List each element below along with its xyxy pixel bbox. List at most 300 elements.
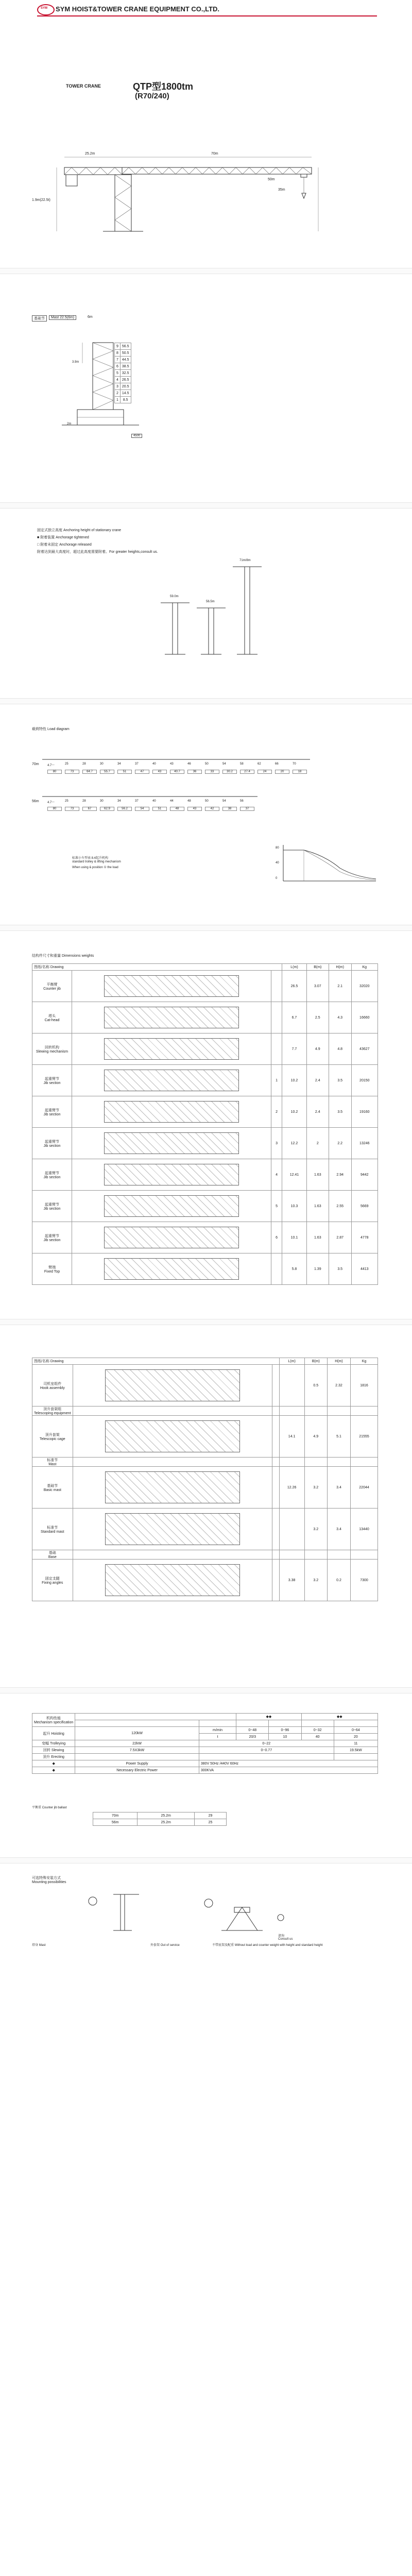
divider <box>0 268 412 274</box>
dim-name: 起重臂节 Jib section <box>32 1191 72 1222</box>
dim-header: Kg <box>351 1358 378 1365</box>
dim-h: 2.94 <box>329 1159 351 1191</box>
jib-length: 70m <box>211 152 218 156</box>
dim-drawing <box>72 1033 271 1065</box>
load-distance: 37 <box>135 800 139 803</box>
dim-name: 塔头 Cat-head <box>32 1002 72 1033</box>
load-distance: 70 <box>293 762 296 766</box>
dim-drawing <box>72 1065 271 1096</box>
anchored-note: ■ 附着装置 Anchorage tightened <box>37 536 89 539</box>
load-value: 33 <box>205 770 219 774</box>
component-drawing-icon <box>105 1471 240 1503</box>
model-name: QTP型1800tm <box>133 81 194 92</box>
dim-row <box>32 1096 378 1128</box>
mast-count: 9 <box>115 343 121 350</box>
dim-kg: 4413 <box>351 1253 377 1285</box>
crane-overview-drawing <box>0 21 412 247</box>
dim-kg: 22044 <box>351 1467 378 1509</box>
dim-qty <box>272 1416 279 1458</box>
dim-name: 顶升套架组 Telescoping equipment <box>32 1406 73 1416</box>
dim-h: 3.5 <box>329 1253 351 1285</box>
logo-text: SYM <box>41 7 48 10</box>
dim-table <box>32 1358 378 1601</box>
dim-qty: 1 <box>271 1065 282 1096</box>
load-value: 54 <box>135 807 149 811</box>
dim-l <box>279 1509 304 1550</box>
dim-header: H(m) <box>329 964 351 971</box>
dim-qty <box>272 1560 279 1601</box>
dimensions-table <box>32 963 378 1285</box>
divider <box>0 1319 412 1325</box>
mast-section <box>0 289 412 484</box>
load-distance: 46 <box>187 762 191 766</box>
dim-header: L(m) <box>279 1358 304 1365</box>
dim-name: 回转机构 Slewing mechanism <box>32 1033 72 1065</box>
dim-row <box>32 1416 378 1458</box>
dim-row <box>32 1509 378 1550</box>
dim-h: 2.55 <box>329 1191 351 1222</box>
dim-drawing <box>73 1406 272 1416</box>
mast-side-label: 3.9m <box>72 361 79 364</box>
height-heading: 固定式独立高度 Anchoring height of stationary crane <box>37 529 122 532</box>
dim-table <box>32 963 378 1285</box>
divider <box>0 1687 412 1693</box>
dim-l: 26.5 <box>282 971 307 1002</box>
height-notes-section <box>0 526 412 680</box>
dim-l: 10.2 <box>282 1065 307 1096</box>
dim-b: 1.63 <box>306 1191 329 1222</box>
mast-count: 3 <box>115 383 121 390</box>
divider <box>0 925 412 931</box>
load-title: 载荷特性 Load diagram <box>32 727 70 731</box>
mech-header-b: ◆◆ <box>301 1714 377 1720</box>
mech-title: 机构性能 Mechanism specification <box>32 1714 75 1727</box>
dim-h: 2.87 <box>329 1222 351 1253</box>
dim-row <box>32 971 378 1002</box>
dim-drawing <box>73 1509 272 1550</box>
divider <box>0 698 412 704</box>
dim-row <box>32 1222 378 1253</box>
dim-kg: 9442 <box>351 1159 377 1191</box>
mounting-label: 外套架 Out of service <box>150 1944 180 1947</box>
load-distance: 4.7～ <box>47 801 55 804</box>
dim-qty <box>272 1509 279 1550</box>
dim-row <box>32 1065 378 1096</box>
dim-b: 1.63 <box>306 1222 329 1253</box>
load-distance: 54 <box>222 800 226 803</box>
dim-drawing <box>72 1191 271 1222</box>
dim-l <box>279 1365 304 1406</box>
load-distance: 44 <box>170 800 174 803</box>
greater-note: 附着达到最大高度时，超过此高度需要附着。For greater heights,consult us. <box>37 550 158 554</box>
dim-name: 起重臂节 Jib section <box>32 1128 72 1159</box>
counter-ballast-label: 平衡重 Counter jib ballast <box>32 1806 67 1809</box>
component-drawing-icon <box>104 975 239 997</box>
dim-b: 2.5 <box>306 1002 329 1033</box>
dim-header: L(m) <box>282 964 307 971</box>
dim-qty: 5 <box>271 1191 282 1222</box>
load-note-cn: 标准小车型表 8.4起升机构 <box>72 857 109 860</box>
divider <box>0 1857 412 1863</box>
counter-row: 56m 25.2m 25 <box>93 1819 227 1826</box>
dim-h: 3.5 <box>329 1096 351 1128</box>
dim-h <box>327 1458 350 1467</box>
dim-h: 2.2 <box>329 1128 351 1159</box>
mast-count: 5 <box>115 370 121 377</box>
overview-section <box>0 21 412 247</box>
dim-b: 1.39 <box>306 1253 329 1285</box>
load-distance: 25 <box>65 762 68 766</box>
dimensions-title: 结构件尺寸和重量 Dimensions weights <box>32 954 94 958</box>
dim-header: H(m) <box>327 1358 350 1365</box>
drawing2-table <box>32 1358 378 1601</box>
dim-qty: 3 <box>271 1128 282 1159</box>
component-drawing-icon <box>104 1195 239 1217</box>
dim-drawing <box>73 1550 272 1560</box>
dim-name: 标准节 Mast <box>32 1458 73 1467</box>
power-supply-icon: ◆ <box>32 1760 75 1767</box>
counter-jib-length: 25.2m <box>85 152 95 156</box>
dim-drawing <box>72 1002 271 1033</box>
anchored-icon: ■ <box>37 536 41 539</box>
dim-kg <box>351 1406 378 1416</box>
dim-header: 图纸/名称 Drawing <box>32 1358 280 1365</box>
dim-h: 5.1 <box>327 1416 350 1458</box>
dim-kg: 13246 <box>351 1128 377 1159</box>
dim-l: 3.38 <box>279 1560 304 1601</box>
component-drawing-icon <box>105 1513 240 1545</box>
component-drawing-icon <box>104 1101 239 1123</box>
load-distance: 28 <box>82 762 86 766</box>
mast-count: 7 <box>115 357 121 363</box>
company-logo <box>37 4 55 15</box>
load-distance: 66 <box>275 762 279 766</box>
model-subtitle: (R70/240) <box>135 92 169 100</box>
component-drawing-icon <box>104 1227 239 1248</box>
mast-count: 8 <box>115 350 121 357</box>
dim-row <box>32 1191 378 1222</box>
dim-b: 2 <box>306 1128 329 1159</box>
load-value: 80 <box>47 770 62 774</box>
component-drawing-icon <box>105 1369 240 1401</box>
load-value: 18 <box>293 770 307 774</box>
mounting-title-cn: 可选特殊安装方式 <box>32 1876 61 1880</box>
curve-value-2: 40 <box>276 861 279 865</box>
load-value: 36 <box>187 770 202 774</box>
dim-name: 标准节 Standard mast <box>32 1509 73 1550</box>
load-value: 48 <box>170 807 184 811</box>
dim-l: 12.41 <box>282 1159 307 1191</box>
dim-b: 3.2 <box>304 1560 327 1601</box>
dim-qty <box>271 1002 282 1033</box>
dim-kg: 32020 <box>351 971 377 1002</box>
dim-drawing <box>72 1253 271 1285</box>
load-value: 73 <box>65 770 79 774</box>
mast-length: 6m <box>88 315 93 319</box>
dim-header-row <box>32 1358 378 1365</box>
dim-l <box>279 1406 304 1416</box>
mounting-section <box>0 1875 412 1968</box>
tower-height-drawing <box>0 556 412 680</box>
load-distance: 30 <box>100 762 104 766</box>
dim-b <box>304 1458 327 1467</box>
dim-name: 臂端 Fixed Top <box>32 1253 72 1285</box>
dim-drawing <box>72 1222 271 1253</box>
counter-ballast-table <box>93 1812 227 1826</box>
dim-drawing <box>73 1458 272 1467</box>
dim-drawing <box>73 1467 272 1509</box>
dim-qty <box>272 1406 279 1416</box>
mark-b: 35m <box>278 188 285 192</box>
dim-name: 平衡臂 Counter jib <box>32 971 72 1002</box>
curve-value-3: 0 <box>276 877 278 880</box>
load-curve <box>268 840 381 886</box>
load-value: 80 <box>47 807 62 811</box>
company-name: SYM HOIST&TOWER CRANE EQUIPMENT CO.,LTD. <box>56 5 220 13</box>
load-distance: 28 <box>82 800 86 803</box>
load-value: 43 <box>187 807 202 811</box>
dim-row <box>32 1159 378 1191</box>
load-distance: 34 <box>117 800 121 803</box>
dim-kg: 5669 <box>351 1191 377 1222</box>
load-distance: 56 <box>240 800 244 803</box>
dim-l <box>279 1458 304 1467</box>
dim-kg <box>351 1458 378 1467</box>
load-value: 38 <box>222 807 237 811</box>
load-value: 56.2 <box>117 807 132 811</box>
dim-kg: 43627 <box>351 1033 377 1065</box>
mast-bottom-label: 2m <box>67 422 72 426</box>
component-drawing-icon <box>105 1564 240 1596</box>
mechanism-section <box>0 1713 412 1847</box>
dim-h: 3.5 <box>329 1065 351 1096</box>
tower-height-2: 56.5m <box>206 600 215 603</box>
component-drawing-icon <box>104 1070 239 1091</box>
dim-qty <box>272 1467 279 1509</box>
dim-qty <box>271 1033 282 1065</box>
mast-height: 14.5 <box>120 390 131 397</box>
dim-drawing <box>72 1128 271 1159</box>
dim-name: 固定支腿 Fixing angles <box>32 1560 73 1601</box>
dim-kg: 13440 <box>351 1509 378 1550</box>
dim-b: 3.2 <box>304 1467 327 1509</box>
dim-b <box>304 1406 327 1416</box>
load-distance: 54 <box>222 762 226 766</box>
dim-h: 4.8 <box>329 1033 351 1065</box>
load-value: 27.4 <box>240 770 254 774</box>
mast-base-label: 4500 <box>131 434 142 438</box>
dim-name: 起重臂节 Jib section <box>32 1096 72 1128</box>
dim-qty <box>271 1253 282 1285</box>
height-label: 1.9m(22.5t) <box>32 198 50 202</box>
dim-row <box>32 1467 378 1509</box>
dim-b: 2.4 <box>306 1096 329 1128</box>
dim-b: 3.2 <box>304 1509 327 1550</box>
dim-row <box>32 1033 378 1065</box>
mast-height: 56.5 <box>120 343 131 350</box>
mark-a: 50m <box>268 178 275 181</box>
header-rule <box>37 15 377 16</box>
dim-header: 图纸/名称 Drawing <box>32 964 282 971</box>
mast-count: 4 <box>115 377 121 383</box>
component-drawing-icon <box>104 1007 239 1028</box>
dim-l: 12.2 <box>282 1128 307 1159</box>
dim-h: 2.32 <box>327 1365 350 1406</box>
component-drawing-icon <box>104 1164 239 1185</box>
dim-qty <box>272 1550 279 1560</box>
dim-l: 7.7 <box>282 1033 307 1065</box>
dim-qty: 6 <box>271 1222 282 1253</box>
mast-height: 20.5 <box>120 383 131 390</box>
dim-drawing <box>72 1096 271 1128</box>
dim-qty <box>272 1365 279 1406</box>
dim-b: 0.5 <box>304 1365 327 1406</box>
mast-drawing <box>62 343 165 456</box>
load-note-when: When using & position ① the load <box>72 866 118 869</box>
load-value: 51 <box>152 807 167 811</box>
dim-name: 顶升套架 Telescopic cage <box>32 1416 73 1458</box>
component-drawing-icon <box>104 1258 239 1280</box>
load-value: 55.7 <box>100 770 114 774</box>
tower-height-1: 59.0m <box>170 595 179 598</box>
consult-en: Consult us <box>278 1938 293 1941</box>
load-distance: 37 <box>135 762 139 766</box>
load-value: 20 <box>275 770 289 774</box>
mounting-drawing <box>0 1887 412 1943</box>
erect-label: 顶升 Erecting <box>32 1754 75 1760</box>
load-distance: 62 <box>258 762 261 766</box>
load-row-jib: 70m <box>32 762 39 766</box>
dim-l: 6.7 <box>282 1002 307 1033</box>
drawing2-section <box>0 1347 412 1677</box>
dim-b: 4.9 <box>306 1033 329 1065</box>
mast-title: 基础节 <box>32 315 47 321</box>
mounting-title-en: Mounting possibilities <box>32 1880 66 1884</box>
load-value: 67 <box>82 807 97 811</box>
load-value: 51 <box>117 770 132 774</box>
component-drawing-icon <box>105 1420 240 1452</box>
released-note: □ 附着未固定 Anchorage released <box>37 543 92 547</box>
dim-qty: 2 <box>271 1096 282 1128</box>
slew-label: 回转 Slewing <box>32 1747 75 1754</box>
dim-b: 2.4 <box>306 1065 329 1096</box>
dim-h: 0.2 <box>327 1560 350 1601</box>
dim-b: 1.63 <box>306 1159 329 1191</box>
dim-row <box>32 1560 378 1601</box>
dim-h: 3.4 <box>327 1509 350 1550</box>
load-distance: 40 <box>152 762 156 766</box>
load-distance: 30 <box>100 800 104 803</box>
dim-h: 3.4 <box>327 1467 350 1509</box>
dim-b: 3.07 <box>306 971 329 1002</box>
mounting-label: 不带底架及配重 Without load and counter weight with height and standard height <box>212 1944 323 1947</box>
dim-kg: 7300 <box>351 1560 378 1601</box>
dim-name: 基础 Base <box>32 1550 73 1560</box>
load-value: 40.7 <box>170 770 184 774</box>
dim-row <box>32 1406 378 1416</box>
mast-count: 2 <box>115 390 121 397</box>
dim-h: 4.3 <box>329 1002 351 1033</box>
dim-row <box>32 1128 378 1159</box>
dim-qty <box>272 1458 279 1467</box>
load-distance: 40 <box>152 800 156 803</box>
dim-kg: 19160 <box>351 1096 377 1128</box>
dim-kg: 20150 <box>351 1065 377 1096</box>
dim-row <box>32 1458 378 1467</box>
load-value: 43 <box>152 770 167 774</box>
mast-height: 32.5 <box>120 370 131 377</box>
load-value: 47 <box>135 770 149 774</box>
dim-kg: 1816 <box>351 1365 378 1406</box>
dim-h <box>327 1550 350 1560</box>
divider <box>0 502 412 509</box>
electric-icon: ◆ <box>32 1767 75 1774</box>
dim-l: 10.3 <box>282 1191 307 1222</box>
dim-b: 4.9 <box>304 1416 327 1458</box>
dim-header: B(m) <box>304 1358 327 1365</box>
mounting-label: 塔身 Mast <box>32 1944 46 1947</box>
mast-height: 8.5 <box>120 397 131 403</box>
category-label: TOWER CRANE <box>66 83 101 89</box>
dim-header: Kg <box>351 964 377 971</box>
dim-name: 司机室组件 Hook assembly <box>32 1365 73 1406</box>
dim-name: 起重臂节 Jib section <box>32 1065 72 1096</box>
load-distance: 50 <box>205 800 209 803</box>
load-note-en: standard trolley & lifting mechanism <box>72 860 121 863</box>
counter-row: 70m 25.2m 29 <box>93 1812 227 1819</box>
mast-subtitle: Mast 22.5(6m) <box>49 315 76 320</box>
dim-kg: 21555 <box>351 1416 378 1458</box>
load-value: 73 <box>65 807 79 811</box>
load-distance: 48 <box>187 800 191 803</box>
load-distance: 43 <box>170 762 174 766</box>
dim-l: 14.1 <box>279 1416 304 1458</box>
dim-h: 2.1 <box>329 971 351 1002</box>
load-value: 37 <box>240 807 254 811</box>
dim-kg <box>351 1550 378 1560</box>
dim-name: 起重臂节 Jib section <box>32 1222 72 1253</box>
dim-row <box>32 1550 378 1560</box>
hoist-label: 起升 Hoisting <box>32 1727 75 1740</box>
dim-drawing <box>73 1416 272 1458</box>
dim-kg: 16660 <box>351 1002 377 1033</box>
dim-header: B(m) <box>306 964 329 971</box>
load-distance: 50 <box>205 762 209 766</box>
load-value: 64.7 <box>82 770 97 774</box>
header <box>0 0 412 21</box>
dim-l: 12.26 <box>279 1467 304 1509</box>
component-drawing-icon <box>104 1038 239 1060</box>
load-value: 24 <box>258 770 272 774</box>
dim-row <box>32 1365 378 1406</box>
dim-qty <box>271 971 282 1002</box>
dim-name: 起重臂节 Jib section <box>32 1159 72 1191</box>
dim-drawing <box>72 971 271 1002</box>
dim-drawing <box>73 1560 272 1601</box>
dim-kg: 4778 <box>351 1222 377 1253</box>
load-distance: 34 <box>117 762 121 766</box>
dim-qty: 4 <box>271 1159 282 1191</box>
mast-height: 50.5 <box>120 350 131 357</box>
dim-l: 10.2 <box>282 1096 307 1128</box>
hoist-power: 120kW <box>75 1727 199 1740</box>
dimensions-section <box>0 953 412 1314</box>
mast-height: 44.5 <box>120 357 131 363</box>
mech-header-a: ◆◆ <box>236 1714 301 1720</box>
mast-count: 6 <box>115 363 121 370</box>
dim-l: 10.1 <box>282 1222 307 1253</box>
tower-height-3: 71m/8m <box>239 559 251 562</box>
